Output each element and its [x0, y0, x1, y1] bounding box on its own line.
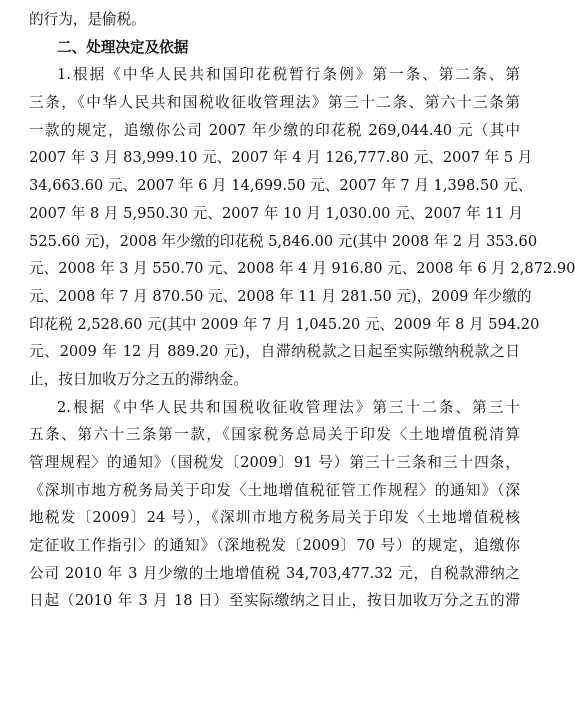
text-line: 元、2008 年 7 月 870.50 元、2008 年 11 月 281.50 元)，2009 年少缴的 [29, 287, 532, 305]
text-line: 2007 年 3 月 83,999.10 元、2007 年 4 月 126,777.80 元、2007 年 5 月 [29, 149, 533, 167]
text-line: 定征收工作指引〉的通知》（深地税发〔2009〕70 号）的规定，追缴你 [29, 537, 520, 555]
text-line: 三条，《中华人民共和国税收征收管理法》第三十二条、第六十三条第 [29, 94, 520, 112]
text-line: 一款的规定，追缴你公司 2007 年少缴的印花税 269,044.40 元（其中 [29, 121, 520, 139]
text-line: 525.60 元)，2008 年少缴的印花税 5,846.00 元(其中 2008 年 2 月 353.60 [29, 232, 538, 250]
text-line: 止，按日加收万分之五的滞纳金。 [29, 370, 248, 388]
text-line: 五条、第六十三条第一款，《国家税务总局关于印发〈土地增值税清算 [29, 426, 520, 444]
text-line: 的行为，是偷税。 [29, 11, 146, 28]
text-line: 2.根据《中华人民共和国税收征收管理法》第三十二条、第三十 [57, 398, 520, 416]
text-line: 公司 2010 年 3 月少缴的土地增值税 34,703,477.32 元，自税款滞纳之 [29, 564, 520, 582]
text-line: 管理规程〉的通知》（国税发〔2009〕91 号）第三十三条和三十四条， [29, 454, 520, 471]
text-line: 《深圳市地方税务局关于印发〈土地增值税征管工作规程〉的通知》（深 [29, 481, 520, 499]
text-line: 2007 年 8 月 5,950.30 元、2007 年 10 月 1,030.00 元、2007 年 11 月 [29, 204, 524, 222]
section-heading: 二、处理决定及依据 [57, 38, 189, 56]
text-line: 日起（2010 年 3 月 18 日）至实际缴纳之日止，按日加收万分之五的滞 [29, 592, 520, 610]
text-line: 印花税 2,528.60 元(其中 2009 年 7 月 1,045.20 元、2009 年 8 月 594.20 [29, 315, 540, 333]
text-line: 34,663.60 元、2007 年 6 月 14,699.50 元、2007 年 7 月 1,398.50 元、 [29, 177, 533, 195]
text-line: 元、2009 年 12 月 889.20 元)，自滞纳税款之日起至实际缴纳税款之日 [29, 343, 520, 361]
text-line: 元、2008 年 3 月 550.70 元、2008 年 4 月 916.80 元、2008 年 6 月 2,872.90 [29, 260, 575, 278]
text-line: 地税发〔2009〕24 号），《深圳市地方税务局关于印发〈土地增值税核 [29, 509, 520, 527]
text-line: 1.根据《中华人民共和国印花税暂行条例》第一条、第二条、第 [57, 66, 520, 84]
